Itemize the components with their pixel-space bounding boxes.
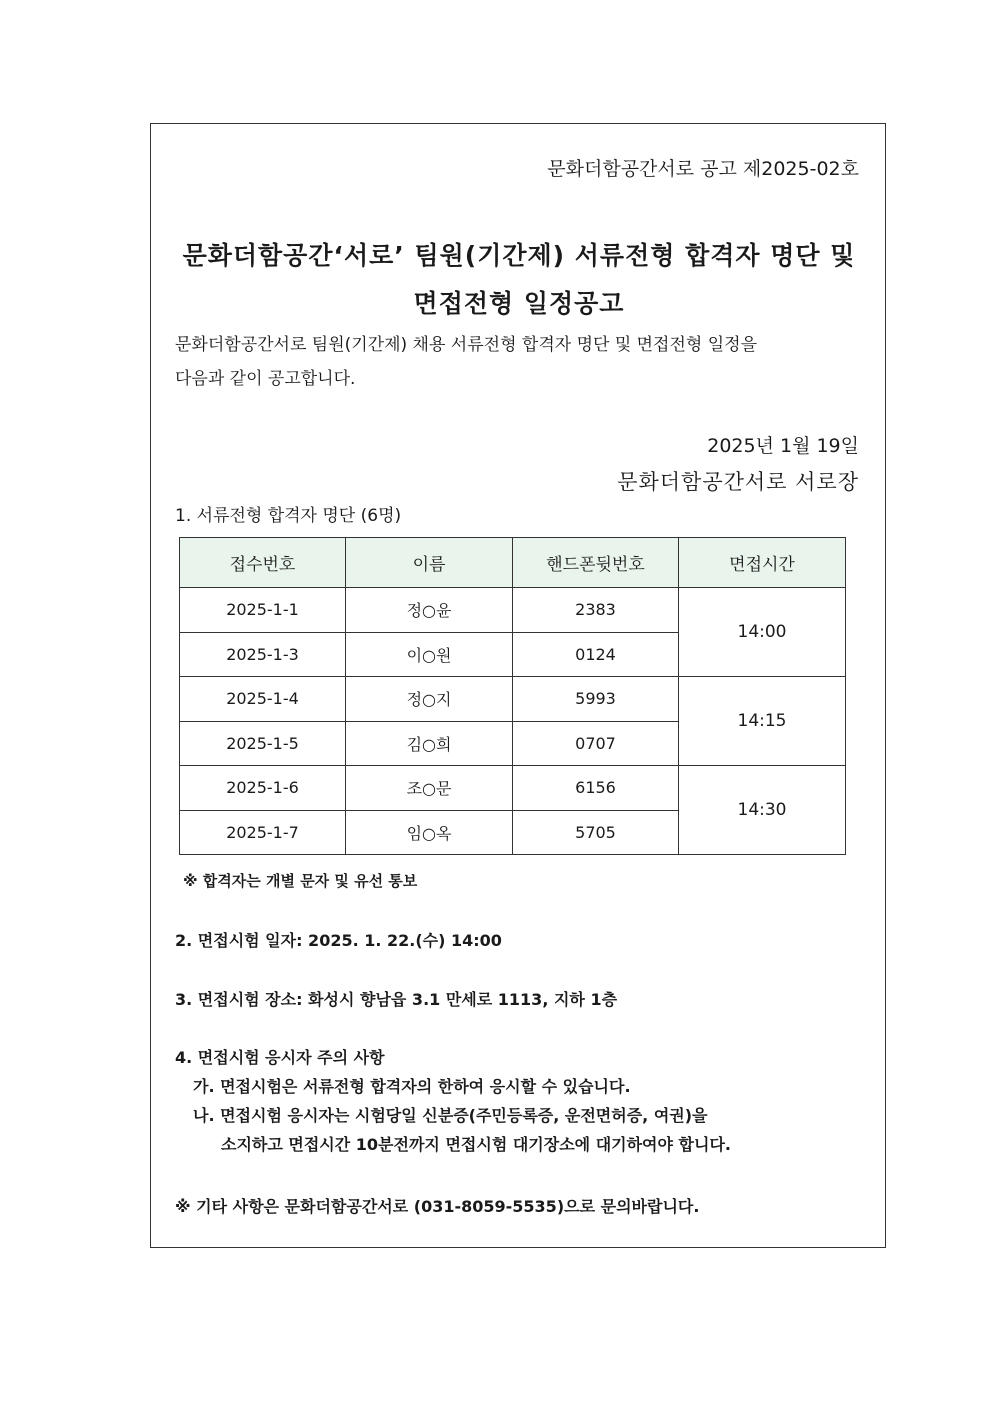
- receipt-number: 2025-1-1: [180, 588, 346, 633]
- header-name: 이름: [346, 538, 513, 588]
- interview-time: 14:15: [679, 677, 846, 766]
- applicant-name: 김○희: [346, 721, 513, 766]
- receipt-number: 2025-1-4: [180, 677, 346, 722]
- table-row: [180, 766, 846, 811]
- table-row: [180, 677, 846, 722]
- receipt-number: 2025-1-3: [180, 632, 346, 677]
- table-row: [180, 588, 846, 633]
- header-receipt-number: 접수번호: [180, 538, 346, 588]
- phone-last-digits: 2383: [513, 588, 679, 633]
- applicants-table: [179, 537, 846, 855]
- header-phone-last-digits: 핸드폰뒷번호: [513, 538, 679, 588]
- issuer: 문화더함공간서로 서로장: [617, 470, 859, 494]
- header-interview-time: 면접시간: [679, 538, 846, 588]
- notice-frame: [150, 123, 886, 1248]
- phone-last-digits: 5705: [513, 810, 679, 855]
- receipt-number: 2025-1-6: [180, 766, 346, 811]
- receipt-number: 2025-1-5: [180, 721, 346, 766]
- interview-time: 14:00: [679, 588, 846, 677]
- notice-date: 2025년 1월 19일: [707, 435, 859, 457]
- applicant-name: 임○옥: [346, 810, 513, 855]
- section-2-interview-date: 2. 면접시험 일자: 2025. 1. 22.(수) 14:00: [175, 931, 502, 950]
- applicant-name: 조○문: [346, 766, 513, 811]
- title-line-2: 면접전형 일정공고: [413, 289, 625, 318]
- title-line-1: 문화더함공간‘서로’ 팀원(기간제) 서류전형 합격자 명단 및: [182, 241, 856, 270]
- intro-line-1: 문화더함공간서로 팀원(기간제) 채용 서류전형 합격자 명단 및 면접전형 일정을: [175, 335, 757, 355]
- section-1-title: 1. 서류전형 합격자 명단 (6명): [175, 506, 402, 526]
- receipt-number: 2025-1-7: [180, 810, 346, 855]
- section-4-title: 4. 면접시험 응시자 주의 사항: [175, 1048, 385, 1067]
- section-4-item-a: 가. 면접시험은 서류전형 합격자의 한하여 응시할 수 있습니다.: [193, 1077, 631, 1096]
- phone-last-digits: 0124: [513, 632, 679, 677]
- section-4-item-b-line-2: 소지하고 면접시간 10분전까지 면접시험 대기장소에 대기하여야 합니다.: [221, 1135, 731, 1154]
- section-4-item-b-line-1: 나. 면접시험 응시자는 시험당일 신분증(주민등록증, 운전면허증, 여권)을: [193, 1106, 708, 1125]
- phone-last-digits: 0707: [513, 721, 679, 766]
- applicant-name: 이○원: [346, 632, 513, 677]
- table-header-row: [180, 538, 846, 588]
- applicant-name: 정○윤: [346, 588, 513, 633]
- notification-note: ※ 합격자는 개별 문자 및 유선 통보: [183, 872, 418, 890]
- phone-last-digits: 6156: [513, 766, 679, 811]
- phone-last-digits: 5993: [513, 677, 679, 722]
- interview-time: 14:30: [679, 766, 846, 855]
- section-3-interview-place: 3. 면접시험 장소: 화성시 향남읍 3.1 만세로 1113, 지하 1층: [175, 990, 618, 1009]
- intro-line-2: 다음과 같이 공고합니다.: [175, 369, 356, 389]
- contact-note: ※ 기타 사항은 문화더함공간서로 (031-8059-5535)으로 문의바랍니다.: [175, 1197, 700, 1216]
- notice-number: 문화더함공간서로 공고 제2025-02호: [547, 158, 859, 180]
- applicant-name: 정○지: [346, 677, 513, 722]
